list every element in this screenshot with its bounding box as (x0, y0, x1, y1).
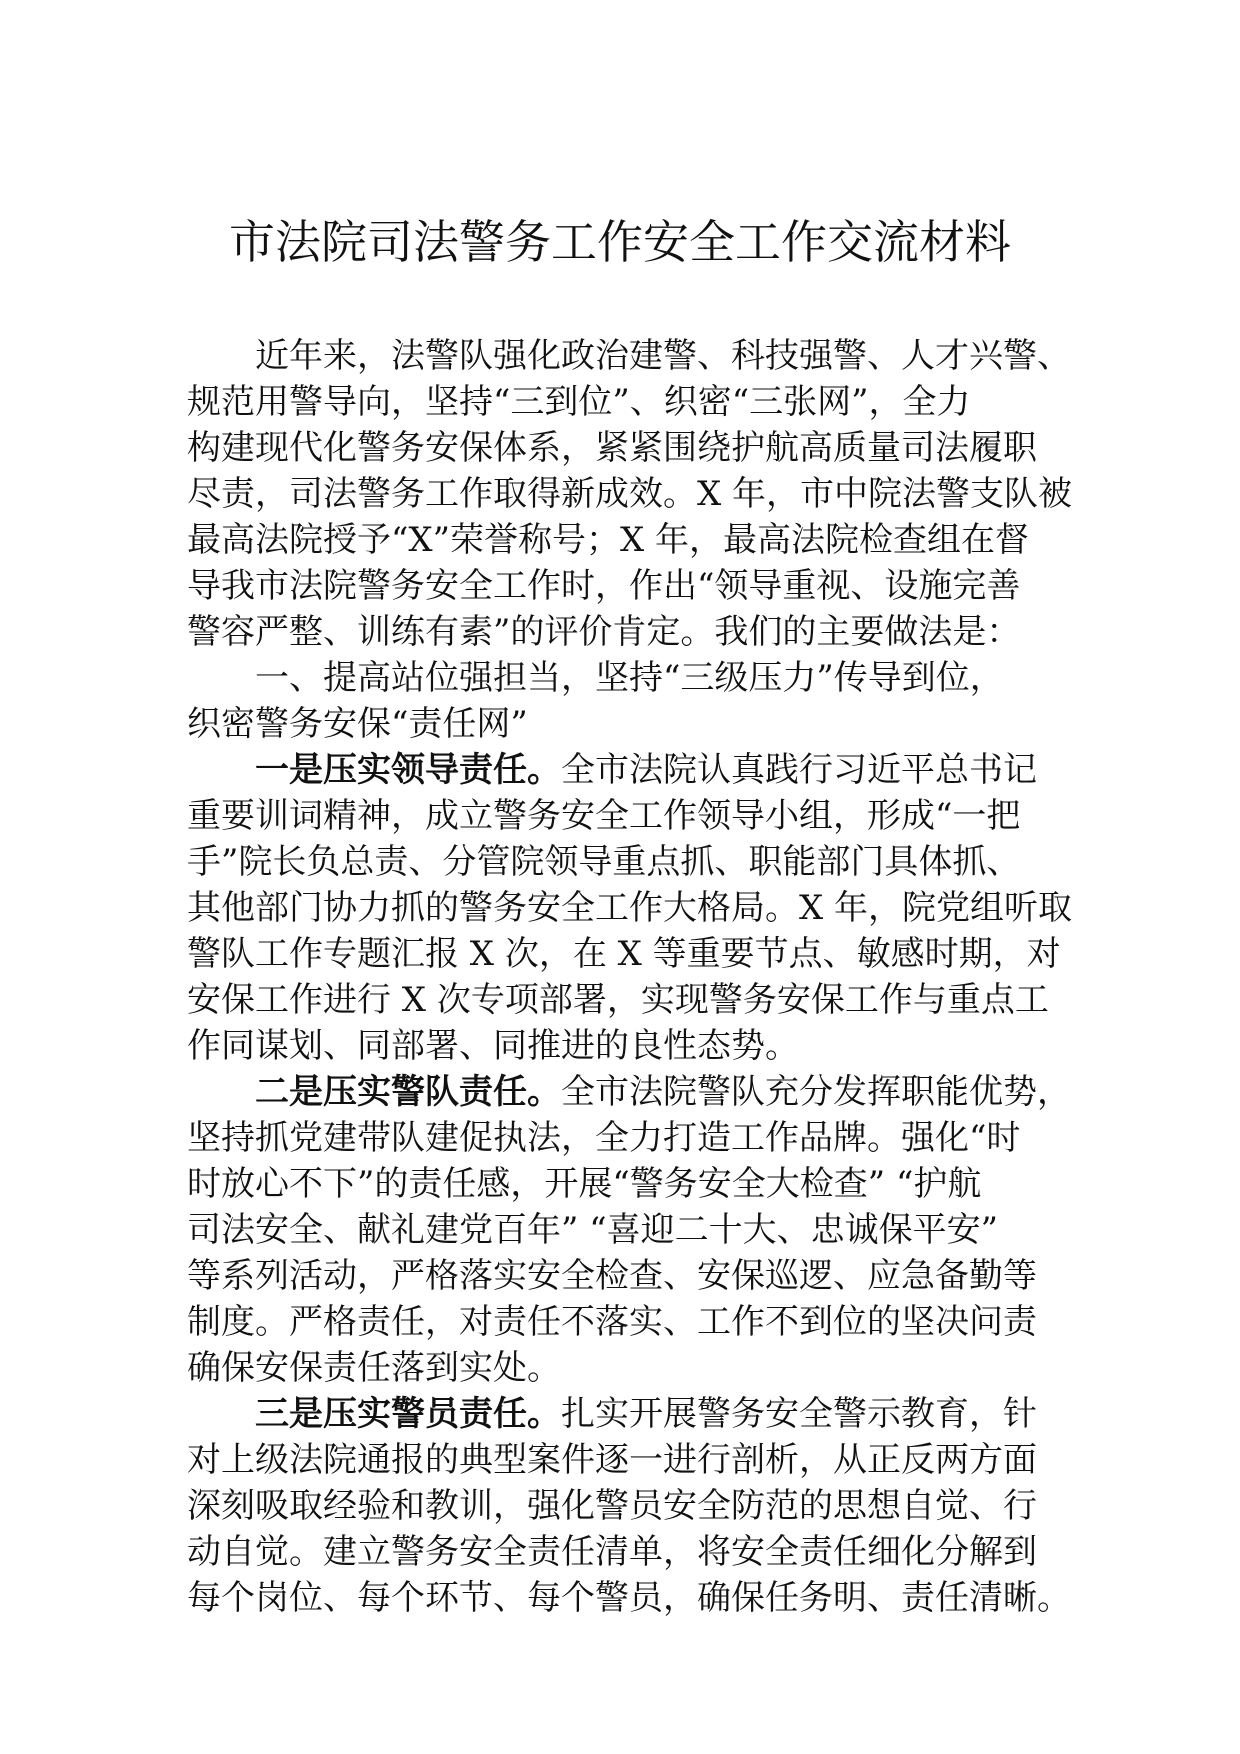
text-line (187, 977, 1077, 1023)
text-line (187, 1069, 1077, 1115)
line-text: 深刻吸取经验和教训，强化警员安全防范的思想自觉、行 (187, 1486, 1037, 1526)
text-line (187, 1391, 1077, 1437)
text-line (187, 1253, 1077, 1299)
line-text: 时放心不下”的责任感，开展“警务安全大检查” “护航 (187, 1164, 982, 1204)
text-line (187, 1161, 1077, 1207)
line-text: 其他部门协力抓的警务安全工作大格局。X 年，院党组听取 (187, 888, 1073, 928)
line-text: 确保安保责任落到实处。 (187, 1348, 561, 1388)
paragraph (187, 1069, 1077, 1391)
line-text: 坚持抓党建带队建促执法，全力打造工作品牌。强化“时 (187, 1118, 1021, 1158)
text-line (187, 1483, 1077, 1529)
line-text: 尽责，司法警务工作取得新成效。X 年，市中院法警支队被 (187, 474, 1073, 514)
text-line (187, 885, 1077, 931)
paragraph (187, 333, 1077, 655)
paragraph (187, 655, 1077, 747)
text-line (187, 747, 1077, 793)
paragraph (187, 747, 1077, 1069)
line-text: 全市法院警队充分发挥职能优势， (561, 1072, 1071, 1112)
paragraph (187, 1391, 1077, 1621)
text-line (187, 517, 1077, 563)
text-line (187, 1115, 1077, 1161)
text-line (187, 609, 1077, 655)
line-text: 动自觉。建立警务安全责任清单，将安全责任细化分解到 (187, 1532, 1037, 1572)
document-body (187, 333, 1077, 1621)
text-line (187, 1437, 1077, 1483)
bold-lead-phrase: 一是压实领导责任。 (255, 750, 561, 790)
text-line (187, 1299, 1077, 1345)
line-text: 近年来，法警队强化政治建警、科技强警、人才兴警、 (255, 336, 1071, 376)
text-line (187, 1529, 1077, 1575)
text-line (187, 379, 1077, 425)
line-text: 等系列活动，严格落实安全检查、安保巡逻、应急备勤等 (187, 1256, 1037, 1296)
text-line (187, 931, 1077, 977)
line-text: 每个岗位、每个环节、每个警员，确保任务明、责任清晰。 (187, 1578, 1071, 1618)
text-line (187, 1345, 1077, 1391)
line-text: 织密警务安保“责任网” (187, 704, 528, 744)
bold-lead-phrase: 三是压实警员责任。 (255, 1394, 561, 1434)
line-text: 一、提高站位强担当，坚持“三级压力”传导到位， (255, 658, 1004, 698)
text-line (187, 425, 1077, 471)
text-line (187, 563, 1077, 609)
document-title: 市法院司法警务工作安全工作交流材料 (229, 215, 1011, 269)
text-line (187, 839, 1077, 885)
line-text: 对上级法院通报的典型案件逐一进行剖析，从正反两方面 (187, 1440, 1037, 1480)
text-line (187, 793, 1077, 839)
text-line (187, 1575, 1077, 1621)
line-text: 手”院长负总责、分管院领导重点抓、职能部门具体抓、 (187, 842, 1021, 882)
bold-lead-phrase: 二是压实警队责任。 (255, 1072, 561, 1112)
text-line (187, 471, 1077, 517)
line-text: 构建现代化警务安保体系，紧紧围绕护航高质量司法履职 (187, 428, 1037, 468)
line-text: 重要训词精神，成立警务安全工作领导小组，形成“一把 (187, 796, 1021, 836)
line-text: 全市法院认真践行习近平总书记 (561, 750, 1037, 790)
text-line (187, 655, 1077, 701)
line-text: 规范用警导向，坚持“三到位”、织密“三张网”，全力 (187, 382, 971, 422)
line-text: 导我市法院警务安全工作时，作出“领导重视、设施完善 (187, 566, 1021, 606)
line-text: 作同谋划、同部署、同推进的良性态势。 (187, 1026, 799, 1066)
line-text: 安保工作进行 X 次专项部署，实现警务安保工作与重点工 (187, 980, 1049, 1020)
line-text: 警队工作专题汇报 X 次，在 X 等重要节点、敏感时期，对 (187, 934, 1061, 974)
text-line (187, 1023, 1077, 1069)
line-text: 最高法院授予“X”荣誉称号；X 年，最高法院检查组在督 (187, 520, 1029, 560)
line-text: 警容严整、训练有素”的评价肯定。我们的主要做法是： (187, 612, 1021, 652)
text-line (187, 701, 1077, 747)
text-line (187, 1207, 1077, 1253)
line-text: 扎实开展警务安全警示教育，针 (561, 1394, 1037, 1434)
line-text: 制度。严格责任，对责任不落实、工作不到位的坚决问责 (187, 1302, 1037, 1342)
text-line (187, 333, 1077, 379)
line-text: 司法安全、献礼建党百年” “喜迎二十大、忠诚保平安” (187, 1210, 998, 1250)
